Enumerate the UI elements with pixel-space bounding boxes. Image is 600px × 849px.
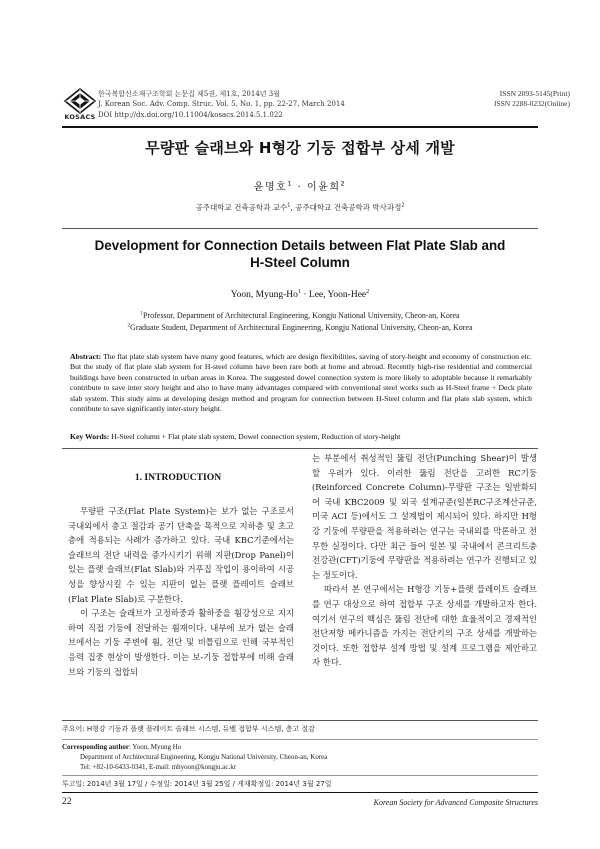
title-en-line: H-Steel Column <box>250 255 350 270</box>
author-sup: 1 <box>297 288 301 295</box>
author-separator: · <box>303 290 307 300</box>
corr-name: : Yoon, Myung Ho <box>128 743 182 751</box>
submission-dates: 투고일: 2014년 3월 17일 / 수정일: 2014년 3월 25일 / 게재확정일: 2014년 3월 27일 <box>62 780 332 788</box>
affiliation-en <box>0 311 600 320</box>
body-column-right <box>312 451 537 670</box>
affiliation-text: Professor, Department of Architectural Engineering, Kongju National University, Cheon-an, Korea <box>142 311 460 320</box>
journal-footer: Korean Society for Advanced Composite Structures <box>373 798 538 807</box>
author-sup: 2 <box>340 179 347 188</box>
abstract-divider <box>62 448 538 449</box>
paper-title-en <box>0 237 600 271</box>
doi-link[interactable]: DOI http://dx.doi.org/10.11004/kosacs.2014.5.1.022 <box>98 111 283 119</box>
issn-print: ISSN 2093-5145(Print) <box>499 89 570 98</box>
keywords-label: Key Words: <box>70 432 110 441</box>
author-name: 이윤희 <box>307 182 341 193</box>
author-sup: 1 <box>287 179 293 188</box>
authors-ko <box>0 178 600 193</box>
author-separator: · <box>297 182 303 193</box>
affiliation-sup: 1 <box>287 202 291 209</box>
affiliation-text: Graduate Student, Department of Architectural Engineering, Kongju National University, Cheon-an, Korea <box>130 323 473 332</box>
corr-contact[interactable]: Tel: +82-10-6433-0341, E-mail: mhyoon@kongju.ac.kr <box>80 763 237 771</box>
journal-citation-en: J. Korean Soc. Adv. Comp. Struc. Vol. 5, No. 1, pp. 22-27, March 2014 <box>98 100 345 108</box>
affiliation-text: 공주대학교 건축공학과 교수 <box>195 203 288 212</box>
issn-online: ISSN 2288-0232(Online) <box>493 99 570 108</box>
paragraph: 는 부분에서 취성적인 뚫림 전단(Punching Shear)이 발생할 우려가 있다. 이러한 뚫림 전단을 고려한 RC기둥(Reinforced Concrete Column)-무량판 구조는 일반화되어 국내 KBC2009 및 외국 설계규준(일본RC구조계산규준, 미국 ACI 등)에서도 그 설계법이 제시되어 있다. 하지만 H형강 기둥에 무량판을 적용하려는 연구는 국내외를 막론하고 전무한 실정이다. 다만 최근 들어 일본 및 국내에서 콘크리트충전강관(CFT)기둥에 무량판을 적용하려는 연구가 진행되고 있는 정도이다. <box>312 453 537 580</box>
keywords-ko: 주요어: H형강 기둥과 플랫 플레이트 슬래브 시스템, 듀벨 접합부 시스템, 층고 절감 <box>62 725 315 733</box>
keywords-text: H-Steel column + Flat plate slab system, Dowel connection system, Reduction of story-height <box>111 432 401 441</box>
abstract <box>70 352 532 414</box>
paragraph: 이 구조는 슬래브가 고정하중과 활하중을 휨강성으로 지지하여 직접 기둥에 전달하는 휨재이다. 내부에 보가 없는 슬래브에서는 기둥 주변에 휨, 전단 및 비틀림으로 인해 국부적인 응력 집중 현상이 발생한다. 이는 보-기둥 접합부에 비해 슬래브와 기둥의 접합되 <box>68 608 294 677</box>
author-name: Yoon, Myung-Ho <box>230 290 298 300</box>
affiliation-text: , 공주대학교 건축공학과 박사과정 <box>290 203 402 212</box>
footer-rule <box>62 792 538 793</box>
logo-text: KOSACS <box>64 113 96 121</box>
page-number: 22 <box>62 797 72 807</box>
affiliation-sup: 2 <box>127 322 131 329</box>
author-sup: 2 <box>366 288 370 295</box>
footnote-divider <box>62 720 538 721</box>
body-column-left <box>68 504 294 679</box>
footnote-divider <box>62 739 538 740</box>
affiliation-sup: 2 <box>401 202 405 209</box>
corresponding-author <box>62 742 327 772</box>
kosacs-logo-icon <box>62 88 98 114</box>
paper-title-ko: 무량판 슬래브와 H형강 기둥 접합부 상세 개발 <box>145 139 455 157</box>
abstract-text: The flat plate slab system have many good features, which are design flexibilities, saving of story-height and economy of construction etc. But the study of flat plate slab system for H-steel column have been rare both at home and abroad. Recently high-rise residential and commercial buildings have been constructed in urban areas in Korea. The suggested dowel connection system is more likely to adoptable because it remarkably contribute to save inter story height and also to have many advantages compared with conventional steel works such as H-Steel frame + Deck plate slab system. This study aims at developing design method and program for connection between H-Steel column and flat plate slab system, which contribute to save significantly inter-story height. <box>70 352 532 414</box>
corr-label: Corresponding author <box>62 743 129 751</box>
corr-dept: Department of Architectural Engineering, Kongju National University, Cheon-an, Korea <box>80 753 328 761</box>
journal-name-ko: 한국복합신소재구조학회 논문집 제5권, 제1호, 2014년 3월 <box>98 90 280 98</box>
footnote-divider <box>62 775 538 776</box>
paragraph: 따라서 본 연구에서는 H형강 기둥+플랫 플레이트 슬래브를 연구 대상으로 하여 접합부 구조 상세를 개발하고자 한다. 여기서 연구의 핵심은 뚫림 전단에 대한 효율적이고 경제적인 전단저항 메카니즘을 가지는 전단키의 구조 상세를 개발하는 것이다. 또한 접합부 설계 방법 및 설계 프로그램을 제안하고자 한다. <box>312 584 537 668</box>
authors-en <box>0 290 600 300</box>
title-divider <box>62 228 538 229</box>
keywords <box>70 432 532 442</box>
affiliation-ko <box>0 202 600 213</box>
journal-logo <box>62 88 98 122</box>
abstract-label: Abstract: <box>70 352 102 361</box>
section-heading: 1. INTRODUCTION <box>134 472 222 483</box>
author-name: Lee, Yoon-Hee <box>308 290 367 300</box>
paragraph: 무량판 구조(Flat Plate System)는 보가 없는 구조로서 국내외에서 층고 절감과 공기 단축을 목적으로 지하층 및 초고층에 적용되는 사례가 증가하고 있다. 국내 KBC기준에서는 슬래브의 전단 내력을 증가시키기 위해 지판(Drop Panel)이 있는 플랫 슬래브(Flat Slab)와 거푸집 작업이 용이하여 시공성을 향상시킬 수 있는 지판이 없는 플랫 플레이트 슬래브(Flat Plate Slab)로 구분한다. <box>68 506 294 604</box>
title-en-line: Development for Connection Details between Flat Plate Slab and <box>94 238 506 253</box>
author-name: 윤명호 <box>253 182 288 193</box>
header-rule <box>62 126 538 128</box>
affiliation-en <box>0 323 600 332</box>
affiliation-sup: 1 <box>140 310 143 317</box>
